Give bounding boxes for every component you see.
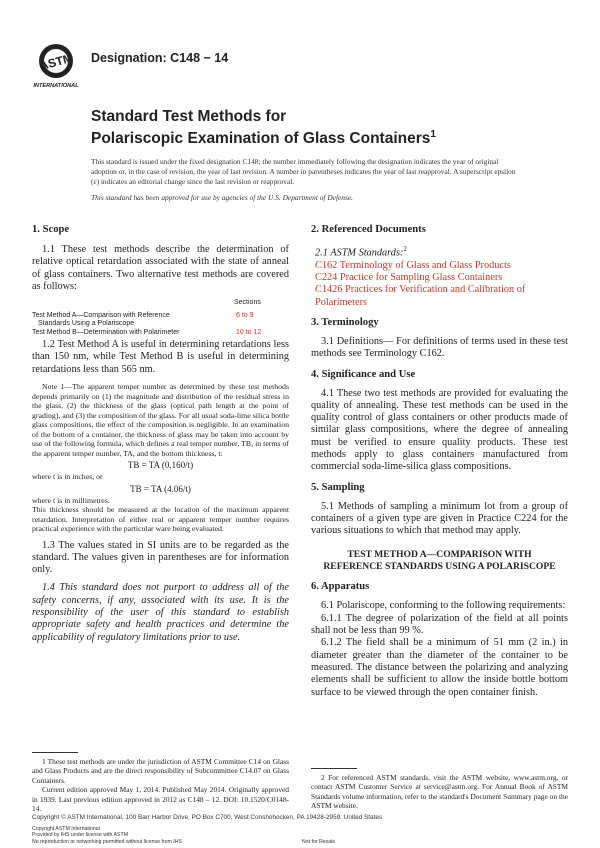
svg-text:ASTM: ASTM bbox=[38, 50, 75, 74]
referenced-documents-heading: 2. Referenced Documents bbox=[311, 224, 426, 235]
paragraph-3-1: 3.1 Definitions— For definitions of terms used in these test methods see Terminology C162. bbox=[311, 335, 568, 360]
sections-label: Sections bbox=[234, 299, 261, 307]
note-1-continued: This thickness should be measured at the location of the maximum apparent retardation. Interpretation of either real or apparent temper number requires practical experience with the particular ware being evaluated. bbox=[32, 505, 289, 534]
paragraph-4-1: 4.1 These two test methods are provided for evaluating the quality of annealing. These test methods can be used in the quality control of glass containers or other products made of similar glass compositions, where the degree of annealing must be verified to ensure quality products. These test methods apply to glass containers manufactured from commercial soda-lime-silica glass compositions. bbox=[311, 387, 568, 473]
where-inches: where t is in inches, or bbox=[32, 472, 103, 482]
section-range-link[interactable]: 6 to 9 bbox=[236, 311, 254, 319]
astm-logo bbox=[32, 40, 86, 92]
formula-inches: TB = TA (0.160/t) bbox=[127, 460, 194, 471]
astm-standards-subheading: 2.1 ASTM Standards:$^2$ bbox=[315, 245, 407, 259]
terminology-heading: 3. Terminology bbox=[311, 316, 379, 328]
paragraph-1-1: 1.1 These test methods describe the determination of relative optical retardation associated with the state of anneal of glass containers. Two alternative test methods are covered as follows: bbox=[32, 244, 289, 292]
left-footnotes bbox=[32, 752, 289, 813]
resale-note: Not for Resale bbox=[302, 839, 336, 845]
dod-approval-note: This standard has been approved for use by agencies of the U.S. Department of Defense. bbox=[91, 193, 353, 202]
apparatus-heading: 6. Apparatus bbox=[311, 581, 370, 593]
scope-heading: 1. Scope bbox=[32, 224, 70, 235]
left-column bbox=[32, 224, 289, 644]
paragraph-6-1: 6.1 Polariscope, conforming to the following requirements: bbox=[321, 600, 566, 612]
footnote-1: 1 These test methods are under the jurisdiction of ASTM Committee C14 on Glass and Glass Products and are the direct responsibility of Subcommittee C14.07 on Glass Containers. bbox=[32, 757, 289, 785]
where-mm: where t is in millimetres. bbox=[32, 495, 110, 505]
title-line-1: Standard Test Methods for bbox=[91, 108, 287, 125]
paragraph-6-1-2: 6.1.2 The field shall be a minimum of 51 mm (2 in.) in diameter greater than the diameter of the container to be measured. The distance between the polarizing and analyzing elements shall be sufficient to allow the inside bottle bottom surface to be viewed through the open container finish. bbox=[311, 637, 568, 698]
ref-link-c224[interactable]: C224 Practice for Sampling Glass Containers bbox=[315, 272, 503, 284]
ref-link-c1426[interactable]: C1426 Practices for Verification and Calibration of Polarimeters bbox=[315, 284, 526, 308]
preface-note: This standard is issued under the fixed designation C148; the number immediately following the designation indicates the year of original adoption or, in the case of revision, the year of last revision. A number in parentheses indicates the year of last reapproval. A superscript epsilon (ε) indicates an editorial change since the last revision or reapproval. bbox=[91, 157, 516, 187]
footnote-1-edition: Current edition approved May 1, 2014. Published May 2014. Originally approved in 1939. Last previous edition approved in 2012 as C148 – 12. DOI: 10.1520/C0148-14. bbox=[32, 785, 289, 814]
page-title bbox=[91, 108, 436, 148]
sampling-heading: 5. Sampling bbox=[311, 481, 365, 493]
method-a-heading: TEST METHOD A—COMPARISON WITH REFERENCE STANDARDS USING A POLARISCOPE bbox=[323, 549, 556, 573]
significance-heading: 4. Significance and Use bbox=[311, 368, 416, 380]
right-footnotes bbox=[311, 768, 568, 811]
svg-text:INTERNATIONAL: INTERNATIONAL bbox=[33, 83, 79, 89]
paragraph-6-1-1: 6.1.1 The degree of polarization of the field at all points shall not be less than 99 %. bbox=[311, 612, 568, 637]
paragraph-1-4: 1.4 This standard does not purport to address all of the safety concerns, if any, associated with its use. It is the responsibility of the user of this standard to establish appropriate safety and health practices and determine the applicability of regulatory limitations prior to use. bbox=[32, 582, 289, 643]
note-1: Note 1—The apparent temper number as determined by these test methods depends primarily on (1) the magnitude and distribution of the residual stress in the glass, (2) the thickness of the glass (optical path length at the point of grading), and (3) the composition of the glass. For all usual soda-lime silica bottle glass compositions, the effect of the composition is negligible. In an examination of the bottom of a container, the thickness of glass may be taken into account by use of the following formula, which defines a real temper number, TB, in terms of the apparent temper number, TA, and the bottom thickness, t: bbox=[32, 382, 289, 458]
formula-mm: TB = TA (4.06/t) bbox=[130, 483, 191, 494]
paragraph-1-3: 1.3 The values stated in SI units are to be regarded as the standard. The values given in parentheses are for information only. bbox=[32, 539, 289, 576]
paragraph-5-1: 5.1 Methods of sampling a minimum lot from a group of containers of a given type are given in Practice C224 for the various situations to which that method may apply. bbox=[311, 500, 568, 537]
title-line-2: Polariscopic Examination of Glass Containers$^1$ bbox=[91, 129, 436, 148]
footnote-2: 2 For referenced ASTM standards, visit the ASTM website, www.astm.org, or contact ASTM Customer Service at service@astm.org. For Annual Book of ASTM Standards volume information, refer to the standard's Document Summary page on the ASTM website. bbox=[311, 773, 568, 811]
designation: Designation: C148 − 14 bbox=[91, 51, 229, 65]
section-range-link[interactable]: 10 to 12 bbox=[236, 328, 262, 336]
right-column bbox=[311, 224, 568, 699]
paragraph-1-2: 1.2 Test Method A is useful in determining retardations less than 150 nm, while Test Method B is useful in determining retardations less than 565 nm. bbox=[32, 339, 289, 375]
license-lines: Copyright ASTM International Provided by IHS under license with ASTM No reproduction or networking permitted without license from IHS bbox=[32, 826, 182, 845]
method-row: Test Method A—Comparison with Reference 6 to 9 bbox=[32, 311, 254, 319]
method-row: Test Method B—Determination with Polarimeter 10 to 12 bbox=[32, 328, 262, 336]
ref-link-c162[interactable]: C162 Terminology of Glass and Glass Products bbox=[315, 259, 511, 271]
copyright-line: Copyright © ASTM International, 100 Barr Harbor Drive, PO Box C700, West Conshohocken, PA 19428-2959. United States bbox=[32, 814, 383, 821]
methods-table: Sections Test Method A—Comparison with Reference 6 to 9 Standards Using a Polariscope Test Method B—Determination with Polarimeter 10 to 12 bbox=[32, 299, 289, 333]
